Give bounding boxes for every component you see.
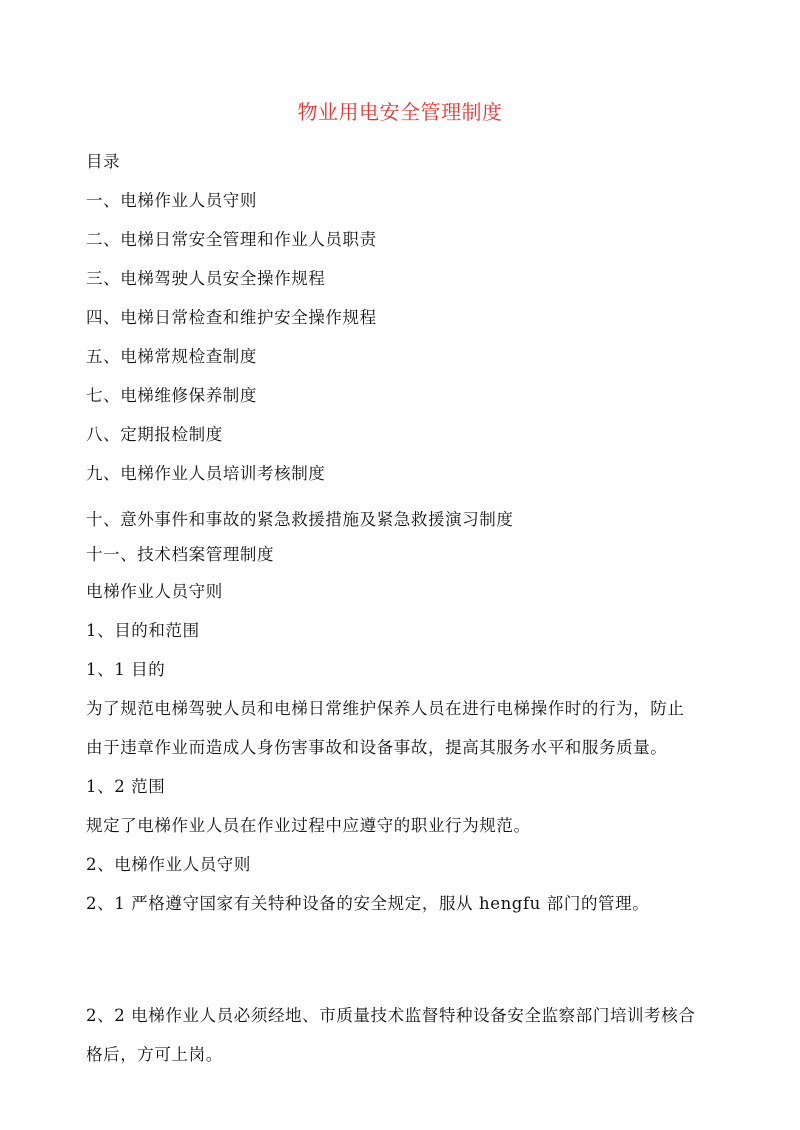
toc-heading: 目录 <box>86 152 121 171</box>
paragraph-line: 格后，方可上岗。 <box>86 1045 223 1064</box>
toc-item: 十一、技术档案管理制度 <box>86 545 275 564</box>
toc-item: 二、电梯日常安全管理和作业人员职责 <box>86 230 377 249</box>
section-heading: 2、电梯作业人员守则 <box>86 855 251 874</box>
toc-item: 三、电梯驾驶人员安全操作规程 <box>86 269 326 288</box>
document-title: 物业用电安全管理制度 <box>297 100 503 124</box>
paragraph-line: 为了规范电梯驾驶人员和电梯日常维护保养人员在进行电梯操作时的行为，防止 <box>86 699 685 718</box>
toc-item: 八、定期报检制度 <box>86 425 223 444</box>
section-heading: 1、目的和范围 <box>86 621 200 640</box>
toc-item: 九、电梯作业人员培训考核制度 <box>86 464 326 483</box>
paragraph-line: 规定了电梯作业人员在作业过程中应遵守的职业行为规范。 <box>86 816 531 835</box>
paragraph-line: 由于违章作业而造成人身伤害事故和设备事故，提高其服务水平和服务质量。 <box>86 738 668 757</box>
paragraph-line: 2、1 严格遵守国家有关特种设备的安全规定，服从 hengfu 部门的管理。 <box>86 894 650 913</box>
toc-item: 四、电梯日常检查和维护安全操作规程 <box>86 308 377 327</box>
section-title: 电梯作业人员守则 <box>86 582 223 601</box>
paragraph-line: 2、2 电梯作业人员必须经地、市质量技术监督特种设备安全监察部门培训考核合 <box>86 1006 696 1025</box>
toc-item: 五、电梯常规检查制度 <box>86 347 257 366</box>
subsection-heading: 1、1 目的 <box>86 660 166 679</box>
toc-item: 一、电梯作业人员守则 <box>86 191 257 210</box>
toc-item: 七、电梯维修保养制度 <box>86 386 257 405</box>
subsection-heading: 1、2 范围 <box>86 777 166 796</box>
toc-item: 十、意外事件和事故的紧急救援措施及紧急救援演习制度 <box>86 510 514 529</box>
